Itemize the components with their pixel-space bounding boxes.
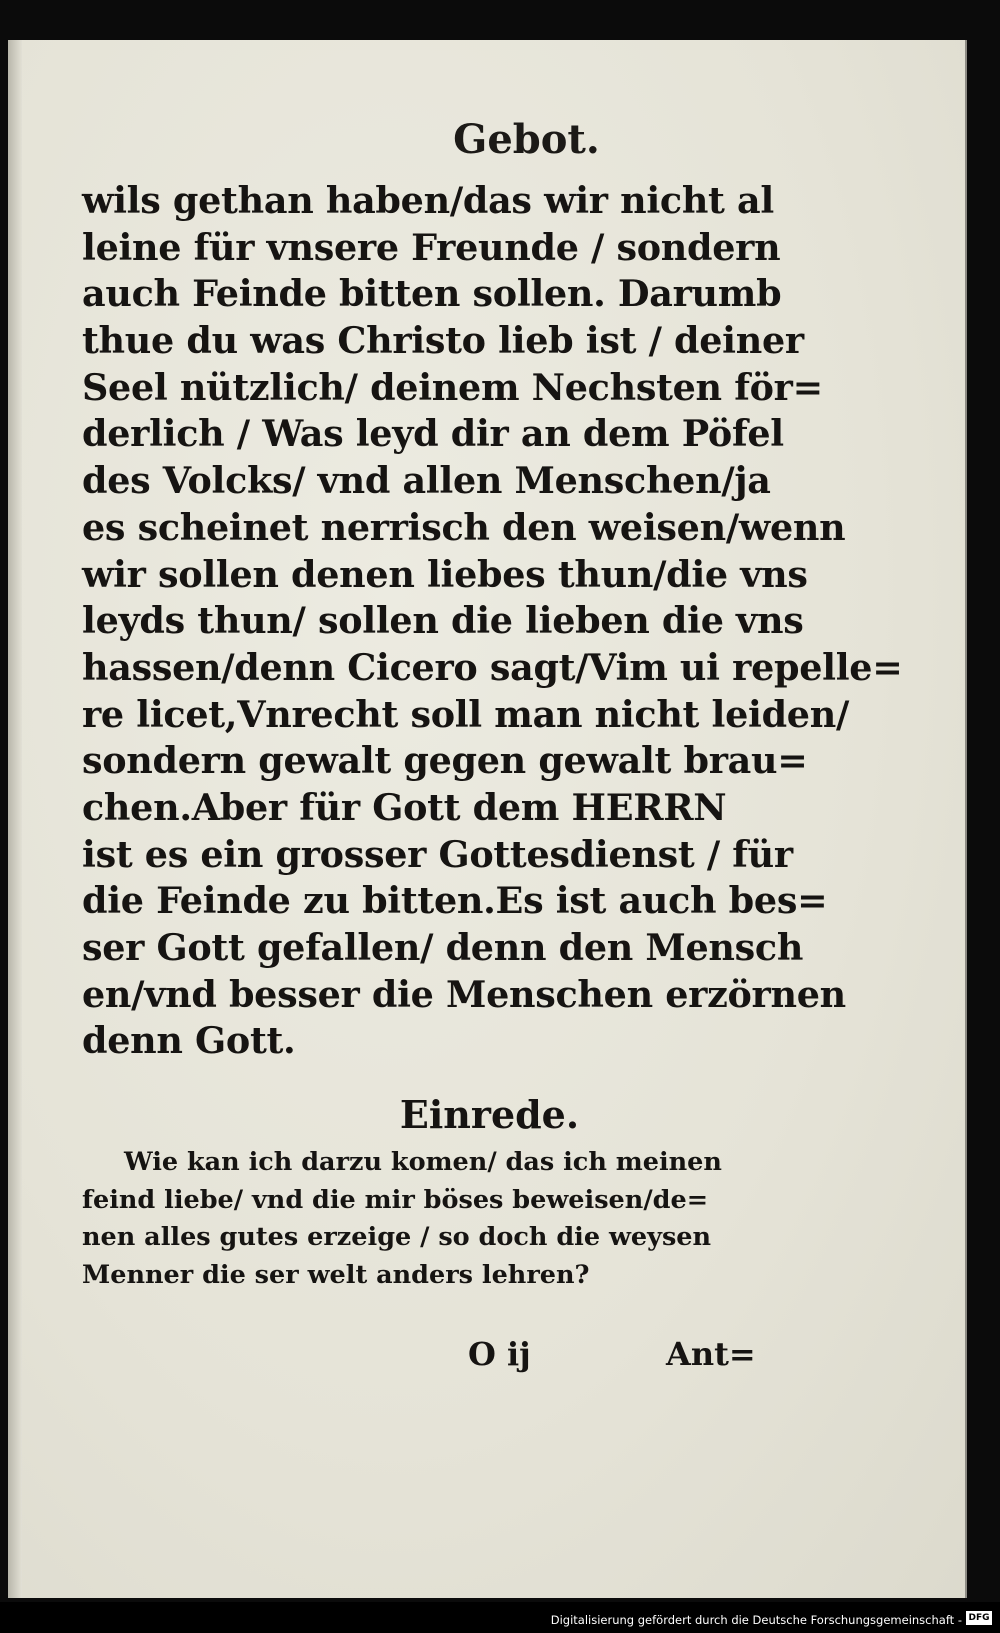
- objection-line: Menner die ser welt anders lehren?: [82, 1259, 590, 1290]
- book-page: [8, 40, 967, 1598]
- text-line: hassen/denn Cicero sagt/Vim ui repelle=: [82, 645, 903, 689]
- objection-paragraph: [82, 1144, 802, 1294]
- text-line: leyds thun/ sollen die lieben die vns: [82, 599, 804, 643]
- text-line: derlich / Was leyd dir an dem Pöfel: [82, 412, 784, 456]
- text-line: thue du was Christo lieb ist / deiner: [82, 319, 804, 363]
- running-head: [8, 116, 965, 163]
- running-head-text: Gebot.: [453, 116, 600, 163]
- objection-line: nen alles gutes erzeige / so doch die weysen: [82, 1222, 712, 1252]
- text-line: re licet,Vnrecht soll man nicht leiden/: [82, 692, 849, 736]
- text-line: des Volcks/ vnd allen Menschen/ja: [82, 459, 771, 503]
- text-line: leine für vnsere Freunde / sondern: [82, 225, 781, 269]
- signature-mark: O ij: [468, 1335, 531, 1373]
- body-text: [82, 178, 903, 1065]
- section-heading: [8, 1092, 965, 1137]
- page-gutter: [8, 40, 22, 1598]
- text-line: es scheinet nerrisch den weisen/wenn: [82, 505, 846, 549]
- objection-line: Wie kan ich darzu komen/ das ich meinen: [124, 1147, 722, 1177]
- objection-line: feind liebe/ vnd die mir böses beweisen/de=: [82, 1184, 709, 1215]
- catchword: Ant=: [666, 1335, 756, 1373]
- text-line: sondern gewalt gegen gewalt brau=: [82, 739, 808, 783]
- text-line: ist es ein grosser Gottesdienst / für: [82, 832, 793, 876]
- dfg-logo-icon: DFG: [966, 1611, 992, 1625]
- text-line: chen.Aber für Gott dem HERRN: [82, 785, 727, 829]
- text-line: en/vnd besser die Menschen erzörnen: [82, 972, 846, 1016]
- text-line: Seel nützlich/ deinem Nechsten för=: [82, 365, 823, 409]
- text-line: wir sollen denen liebes thun/die vns: [82, 552, 808, 596]
- footer-credit: Digitalisierung gefördert durch die Deutsche Forschungsgemeinschaft -: [550, 1613, 962, 1627]
- text-line: die Feinde zu bitten.Es ist auch bes=: [82, 879, 828, 923]
- text-line: auch Feinde bitten sollen. Darumb: [82, 272, 782, 316]
- section-heading-text: Einrede.: [399, 1092, 580, 1137]
- text-line: denn Gott.: [82, 1019, 296, 1063]
- text-line: ser Gott gefallen/ denn den Mensch: [82, 926, 804, 969]
- text-line: wils gethan haben/das wir nicht al: [82, 179, 774, 222]
